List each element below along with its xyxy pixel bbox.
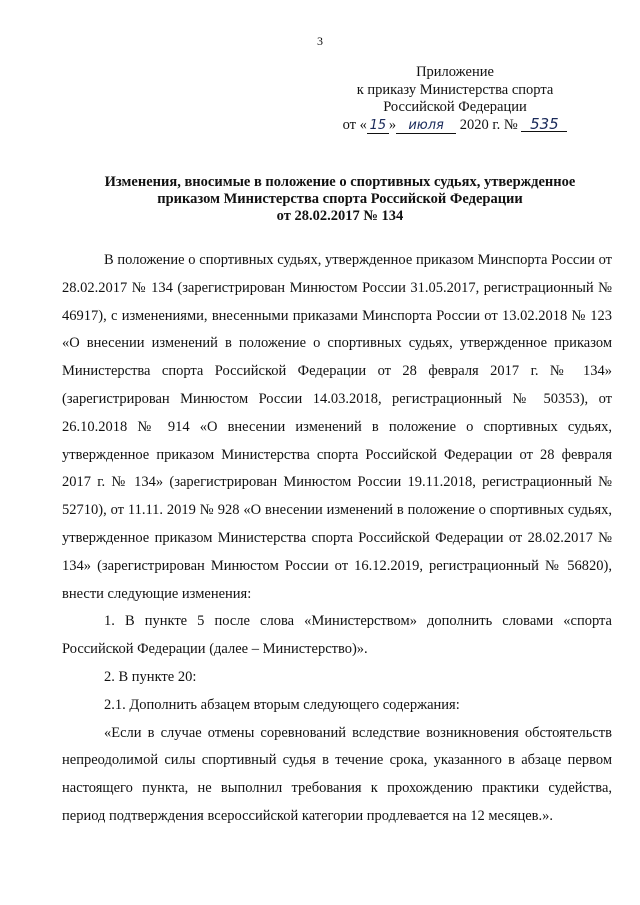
paragraph-item-1: 1. В пункте 5 после слова «Министерством» дополнить словами «спорта Российской Федерации (далее – Министерство)». <box>62 613 612 658</box>
heading-line-1: Изменения, вносимые в положение о спортивных судьях, утвержденное <box>104 174 576 190</box>
appendix-block <box>310 64 600 134</box>
paragraph-intro: В положение о спортивных судьях, утвержденное приказом Минспорта России от 28.02.2017 № 134 (зарегистрирован Минюстом России 31.05.2017, регистрационный № 46917), с изменениями, внесенными приказами Минспорта России от 13.02.2018 № 123 «О внесении изменений в положение о спортивных судьях, утвержденное приказом Министерства спорта Российской Федерации от 28 февраля 2017 г. № 134» (зарегистрирован Минюстом России 14.03.2018, регистрационный № 50353), от 26.10.2018 № 914 «О внесении изменений в положение о спортивных судьях, утвержденное приказом Министерства спорта Российской Федерации от 28 февраля 2017 г. № 134» (зарегистрирован Минюстом России 19.11.2018, регистрационный № 52710), от 11.11. 2019 № 928 «О внесении изменений в положение о спортивных судьях, утвержденное приказом Министерства спорта Российской Федерации от 28.02.2017 № 134» (зарегистрирован Минюстом России от 16.12.2019, регистрационный № 56820), внести следующие изменения: <box>62 252 612 602</box>
appendix-federation: Российской Федерации <box>383 99 527 115</box>
handwritten-day: 15 <box>367 119 389 134</box>
handwritten-month: июля <box>396 119 456 134</box>
page-number: 3 <box>317 34 323 48</box>
document-body <box>62 247 612 831</box>
appendix-title: Приложение <box>416 64 494 80</box>
document-heading <box>60 174 620 225</box>
heading-line-2: приказом Министерства спорта Российской Федерации <box>157 191 523 207</box>
paragraph-quote: «Если в случае отмены соревнований вследствие возникновения обстоятельств непреодолимой силы спортивный судья в течение срока, указанного в абзаце первом настоящего пункта, не выполнил требования к прохождению практики судейства, период подтверждения всероссийской категории продлевается на 12 месяцев.». <box>62 724 612 824</box>
paragraph-item-2: 2. В пункте 20: <box>104 668 197 685</box>
order-mid: » <box>388 116 397 133</box>
order-year: 2020 г. № <box>459 116 518 133</box>
heading-line-3: от 28.02.2017 № 134 <box>276 208 404 224</box>
handwritten-order-number: 535 <box>521 117 567 132</box>
appendix-order-ref: к приказу Министерства спорта <box>356 81 554 98</box>
paragraph-item-2-1: 2.1. Дополнить абзацем вторым следующего содержания: <box>104 696 460 713</box>
order-prefix: от « <box>342 116 367 133</box>
order-date-line <box>310 114 600 135</box>
